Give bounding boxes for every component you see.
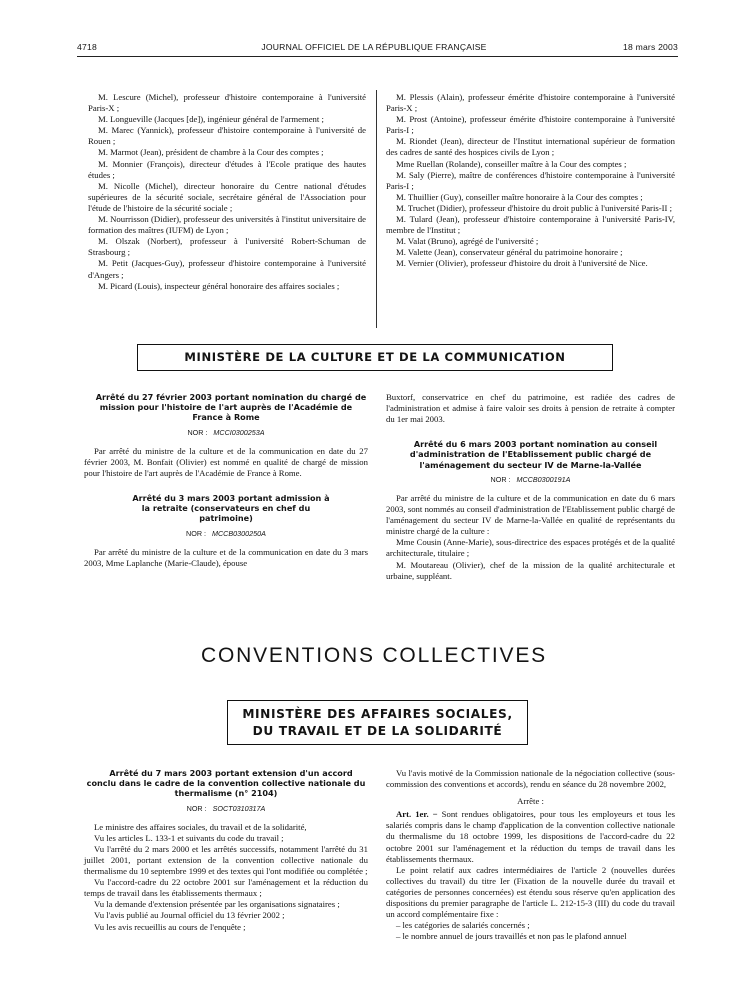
visa-paragraph: Vu les articles L. 133-1 et suivants du code du travail ; [94, 832, 284, 843]
column-divider [376, 90, 377, 328]
member-entry: M. Truchet (Didier), professeur d'histoire du droit public à l'université Paris-II ; [396, 202, 673, 213]
article-1-dash-item: – les catégories de salariés concernés ; [396, 920, 530, 931]
member-entry: M. Riondet (Jean), directeur de l'Institut international supérieur de formation des cadres de santé des hospices civils de Lyon ; [386, 136, 675, 158]
culture-right-column [386, 392, 675, 582]
article-1-paragraph-2: Le point relatif aux cadres intermédiaires de l'article 2 (nouvelles durées collectives du travail) du titre Ier (Fixation de la nouvelle durée du travail et catégories de personnes concernées) est étendu sous réserve qu'en application des dispositions du premier paragraphe de l'article L. 212-15-3 (III) du code du travail un accord complémentaire fixe : [386, 864, 675, 920]
article-1-text: Sont rendues obligatoires, pour tous les employeurs et tous les salariés compris dans le champ d'application de la convention collective nationale du thermalisme du 18 octobre 1999, les dispositions de l'accord-cadre du 22 octobre 2001 sur l'aménagement et la réduction du temps de travail dans les établissements thermaux. [386, 809, 675, 864]
decree-title-bonfait: Arrêté du 27 février 2003 portant nomination du chargé de mission pour l'histoire de l'art auprès de l'Académie de France à Rome [95, 392, 367, 423]
section-heading-conventions: CONVENTIONS COLLECTIVES [201, 644, 547, 667]
visa-paragraph: Le ministre des affaires sociales, du travail et de la solidarité, [94, 821, 307, 832]
member-entry: M. Petit (Jacques-Guy), professeur d'histoire contemporaine à l'université d'Angers ; [88, 258, 366, 280]
header-rule [77, 56, 678, 57]
member-entry: M. Nourrisson (Didier), professeur des universités à l'institut universitaire de formation des maîtres (IUFM) de Lyon ; [88, 214, 366, 236]
decree-body-bonfait: Par arrêté du ministre de la culture et de la communication en date du 27 février 2003, M. Bonfait (Olivier) est nommé en qualité de chargé de mission pour l'histoire de l'art auprès de l'Académie de France à Rome. [84, 445, 368, 478]
issue-date: 18 mars 2003 [623, 42, 678, 52]
member-entry: M. Tulard (Jean), professeur d'histoire contemporaine à l'université Paris-IV, membre de l'Institut ; [386, 214, 675, 236]
conventions-right-column [386, 768, 675, 942]
conventions-left-column [84, 768, 368, 933]
journal-title: JOURNAL OFFICIEL DE LA RÉPUBLIQUE FRANÇAISE [261, 42, 487, 52]
decree-nor-bonfait: NOR : MCCI0300253A [187, 427, 265, 437]
member-entry: M. Saly (Pierre), maître de conférences d'histoire contemporaine à l'université Paris-I ; [386, 169, 675, 191]
member-entry: M. Thuillier (Guy), conseiller maître honoraire à la Cour des comptes ; [396, 191, 643, 202]
member-entry: M. Valette (Jean), conservateur général du patrimoine honoraire ; [396, 247, 623, 258]
decree-title-retraite: Arrêté du 3 mars 2003 portant admission à la retraite (conservateurs en chef du patrimoine) [132, 492, 330, 524]
decree-member-cousin: Mme Cousin (Anne-Marie), sous-directrice des espaces protégés et de la qualité architecturale, titulaire ; [386, 537, 675, 559]
culture-left-column [84, 392, 368, 569]
visa-paragraph: Vu l'arrêté du 2 mars 2000 et les arrêtés successifs, notamment l'arrêté du 31 juillet 2001, portant extension de la convention collective nationale du thermalisme du 10 septembre 1999 et des textes qui l'ont modifiée ou complétée ; [84, 843, 368, 877]
visa-paragraph: Vu l'accord-cadre du 22 octobre 2001 sur l'aménagement et la réduction du temps de travail dans les établissements thermaux ; [84, 877, 368, 899]
ministry-line-1: MINISTÈRE DES AFFAIRES SOCIALES, [242, 707, 513, 721]
decree-nor-thermalisme: NOR : SOCT0310317A [186, 803, 266, 813]
ministry-line-2: DU TRAVAIL ET DE LA SOLIDARITÉ [252, 724, 503, 738]
visa-paragraph-commission: Vu l'avis motivé de la Commission nationale de la négociation collective (sous-commission des conventions et accords), rendu en séance du 28 novembre 2002, [386, 768, 675, 790]
article-1-label: Art. 1er. − [396, 809, 438, 820]
culture-ministry-heading: MINISTÈRE DE LA CULTURE ET DE LA COMMUNICATION [137, 344, 613, 371]
social-affairs-ministry-heading [227, 700, 528, 745]
arrete-label: Arrête : [517, 796, 544, 807]
member-entry: M. Valat (Bruno), agrégé de l'université ; [396, 236, 539, 247]
member-entry: M. Marec (Yannick), professeur d'histoire contemporaine à l'université de Rouen ; [88, 125, 366, 147]
member-entry: M. Picard (Louis), inspecteur général honoraire des affaires sociales ; [98, 280, 340, 291]
decree-title-marne: Arrêté du 6 mars 2003 portant nomination au conseil d'administration de l'Etablissement public chargé de l'aménagement du secteur IV de Marne-la-Vallée [409, 439, 658, 470]
decree-body-retraite-end: Buxtorf, conservatrice en chef du patrimoine, est radiée des cadres de l'administration et admise à faire valoir ses droits à pension de retraite à compter du 1er mai 2003. [386, 392, 675, 425]
decree-member-moutareau: M. Moutareau (Olivier), chef de la mission de la qualité architecturale et urbaine, suppléant. [386, 559, 675, 581]
member-entry: M. Plessis (Alain), professeur émérite d'histoire contemporaine à l'université Paris-X ; [386, 92, 675, 114]
visa-paragraph: Vu la demande d'extension présentée par les organisations signataires ; [94, 899, 340, 910]
decree-body-marne: Par arrêté du ministre de la culture et de la communication en date du 6 mars 2003, sont nommés au conseil d'administration de l'Etablissement public chargé de l'aménagement du secteur IV de Marne-la-Vallée en qualité de représentants du ministre chargé de la culture : [386, 492, 675, 537]
members-right-column [386, 92, 675, 270]
visa-paragraph: Vu l'avis publié au Journal officiel du 13 février 2002 ; [94, 910, 285, 921]
decree-nor-retraite: NOR : MCCB0300250A [186, 528, 266, 538]
member-entry: M. Lescure (Michel), professeur d'histoire contemporaine à l'université Paris-X ; [88, 92, 366, 114]
member-entry: Mme Ruellan (Rolande), conseiller maître à la Cour des comptes ; [396, 158, 627, 169]
member-entry: M. Vernier (Olivier), professeur d'histoire du droit à l'université de Nice. [396, 258, 648, 269]
members-left-column [88, 92, 366, 292]
member-entry: M. Prost (Antoine), professeur émérite d'histoire contemporaine à l'université Paris-I ; [386, 114, 675, 136]
article-1 [386, 809, 675, 864]
member-entry: M. Olszak (Norbert), professeur à l'université Robert-Schuman de Strasbourg ; [88, 236, 366, 258]
decree-nor-marne: NOR : MCCB0300191A [490, 474, 571, 484]
visa-paragraph: Vu les avis recueillis au cours de l'enquête ; [94, 921, 246, 932]
member-entry: M. Marmot (Jean), président de chambre à la Cour des comptes ; [98, 147, 324, 158]
member-entry: M. Nicolle (Michel), directeur honoraire du Centre national d'études supérieures de la sécurité sociale, secrétaire général de l'Association pour l'étude de l'histoire de la sécurité sociale ; [88, 180, 366, 213]
page-number: 4718 [77, 42, 97, 52]
member-entry: M. Longueville (Jacques [de]), ingénieur général de l'armement ; [98, 114, 324, 125]
decree-body-retraite-start: Par arrêté du ministre de la culture et de la communication en date du 3 mars 2003, Mme Laplanche (Marie-Claude), épouse [84, 546, 368, 568]
member-entry: M. Monnier (François), directeur d'études à l'Ecole pratique des hautes études ; [88, 158, 366, 180]
decree-title-thermalisme: Arrêté du 7 mars 2003 portant extension d'un accord conclu dans le cadre de la convention collective nationale du thermalisme (n° 2104) [86, 768, 366, 799]
article-1-dash-item: – le nombre annuel de jours travaillés et non pas le plafond annuel [396, 931, 627, 942]
